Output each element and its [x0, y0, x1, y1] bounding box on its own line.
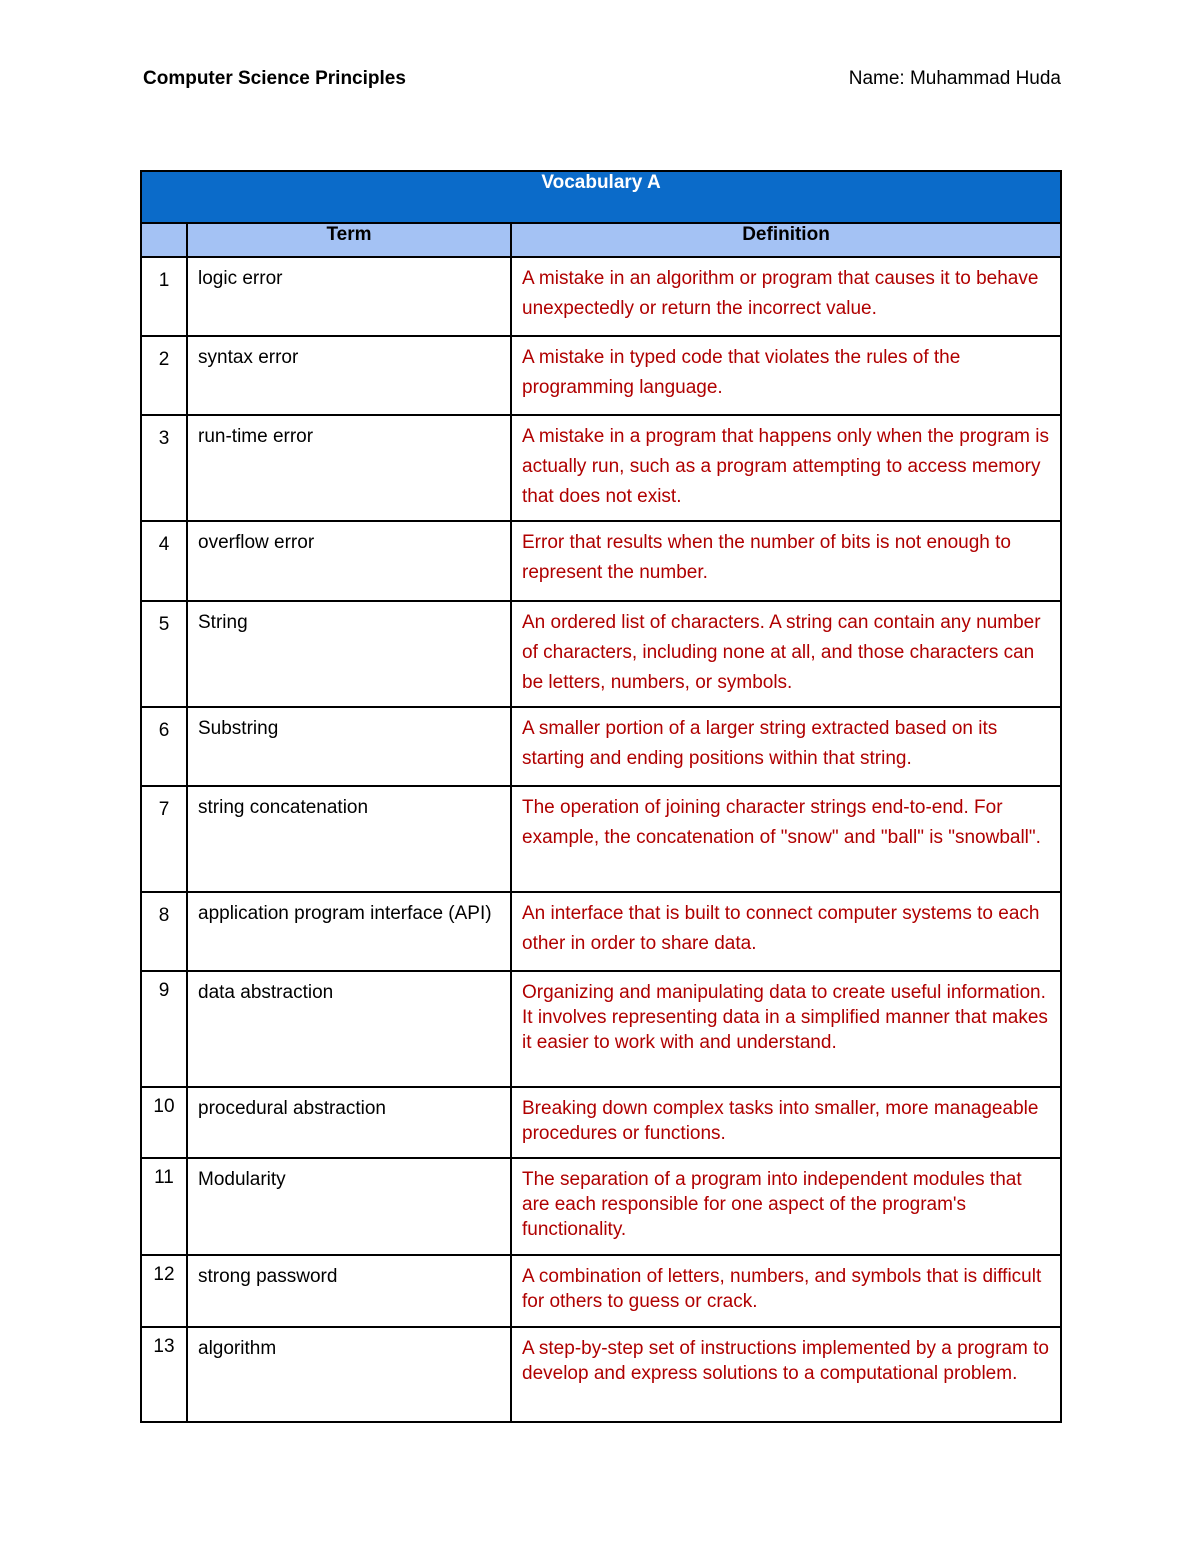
row-definition: Error that results when the number of bits is not enough to represent the number. [511, 521, 1061, 601]
table-title-row [141, 171, 1061, 223]
row-definition: The separation of a program into independent modules that are each responsible for one aspect of the program's functionality. [511, 1158, 1061, 1255]
vocabulary-table [140, 170, 1062, 1423]
row-number: 8 [141, 892, 187, 971]
table-row [141, 1327, 1061, 1422]
course-title: Computer Science Principles [143, 68, 406, 89]
definition-column-header: Definition [511, 223, 1061, 257]
row-number: 10 [141, 1087, 187, 1158]
row-number: 12 [141, 1255, 187, 1327]
row-term: data abstraction [187, 971, 511, 1087]
table-row [141, 892, 1061, 971]
column-header-row [141, 223, 1061, 257]
row-definition: The operation of joining character strings end-to-end. For example, the concatenation of "snow" and "ball" is "snowball". [511, 786, 1061, 892]
row-term: strong password [187, 1255, 511, 1327]
term-column-header: Term [187, 223, 511, 257]
row-term: Substring [187, 707, 511, 786]
row-number: 5 [141, 601, 187, 707]
row-definition: An interface that is built to connect computer systems to each other in order to share data. [511, 892, 1061, 971]
number-column-header [141, 223, 187, 257]
row-definition: A smaller portion of a larger string extracted based on its starting and ending positions within that string. [511, 707, 1061, 786]
row-number: 4 [141, 521, 187, 601]
table-row [141, 521, 1061, 601]
table-row [141, 971, 1061, 1087]
row-number: 1 [141, 257, 187, 336]
student-name: Name: Muhammad Huda [848, 68, 1061, 89]
row-term: syntax error [187, 336, 511, 415]
row-number: 2 [141, 336, 187, 415]
table-title: Vocabulary A [141, 171, 1061, 223]
row-number: 3 [141, 415, 187, 521]
table-row [141, 1255, 1061, 1327]
table-row [141, 415, 1061, 521]
table-row [141, 601, 1061, 707]
table-row [141, 336, 1061, 415]
row-number: 7 [141, 786, 187, 892]
row-term: overflow error [187, 521, 511, 601]
row-number: 6 [141, 707, 187, 786]
table-row [141, 786, 1061, 892]
row-definition: Organizing and manipulating data to create useful information. It involves representing data in a simplified manner that makes it easier to work with and understand. [511, 971, 1061, 1087]
row-definition: A mistake in typed code that violates the rules of the programming language. [511, 336, 1061, 415]
table-row [141, 257, 1061, 336]
row-term: string concatenation [187, 786, 511, 892]
row-definition: An ordered list of characters. A string can contain any number of characters, including none at all, and those characters can be letters, numbers, or symbols. [511, 601, 1061, 707]
table-row [141, 707, 1061, 786]
row-number: 9 [141, 971, 187, 1087]
row-definition: A step-by-step set of instructions implemented by a program to develop and express solutions to a computational problem. [511, 1327, 1061, 1422]
row-term: application program interface (API) [187, 892, 511, 971]
row-term: String [187, 601, 511, 707]
row-number: 11 [141, 1158, 187, 1255]
row-definition: A combination of letters, numbers, and symbols that is difficult for others to guess or crack. [511, 1255, 1061, 1327]
page-header [143, 68, 1061, 96]
table-row [141, 1158, 1061, 1255]
row-definition: A mistake in a program that happens only when the program is actually run, such as a program attempting to access memory that does not exist. [511, 415, 1061, 521]
table-row [141, 1087, 1061, 1158]
row-number: 13 [141, 1327, 187, 1422]
row-definition: A mistake in an algorithm or program that causes it to behave unexpectedly or return the incorrect value. [511, 257, 1061, 336]
row-term: procedural abstraction [187, 1087, 511, 1158]
row-term: run-time error [187, 415, 511, 521]
row-term: algorithm [187, 1327, 511, 1422]
row-term: Modularity [187, 1158, 511, 1255]
row-definition: Breaking down complex tasks into smaller, more manageable procedures or functions. [511, 1087, 1061, 1158]
row-term: logic error [187, 257, 511, 336]
